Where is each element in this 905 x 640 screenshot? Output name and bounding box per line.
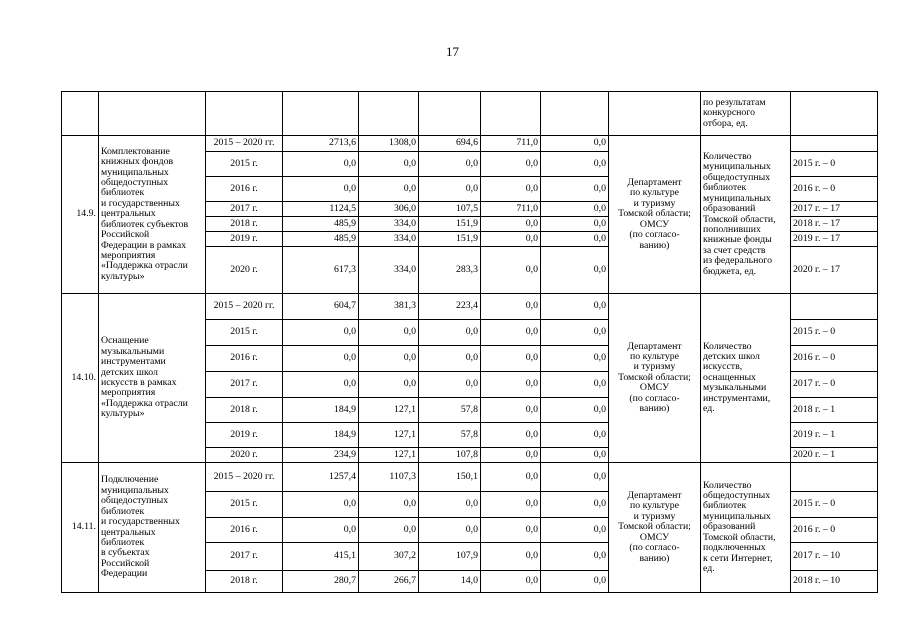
federal-cell: 0,0 <box>359 346 419 372</box>
local-cell: 0,0 <box>481 448 541 463</box>
federal-cell: 0,0 <box>359 152 419 177</box>
regional-cell: 14,0 <box>419 571 481 593</box>
period-cell: 2015 г. <box>206 320 283 346</box>
target-value-cell: 2019 г. – 1 <box>791 423 878 448</box>
federal-cell: 307,2 <box>359 543 419 571</box>
federal-cell: 0,0 <box>359 177 419 202</box>
local-cell <box>481 92 541 136</box>
federal-cell: 334,0 <box>359 247 419 294</box>
federal-cell: 127,1 <box>359 448 419 463</box>
total-cell: 617,3 <box>283 247 359 294</box>
local-cell: 0,0 <box>481 423 541 448</box>
indicator-cell-text: Количество муниципальных общедоступных библиотек муниципальных образований Томской области, пополнивших книжные фонды за счет средств из федерального бюджета, ед. <box>703 151 776 277</box>
total-cell: 0,0 <box>283 372 359 398</box>
target-value-cell: 2018 г. – 17 <box>791 217 878 232</box>
target-value-cell: 2015 г. – 0 <box>791 320 878 346</box>
regional-cell: 0,0 <box>419 320 481 346</box>
target-value-cell: 2016 г. – 0 <box>791 346 878 372</box>
extrabudget-cell: 0,0 <box>541 217 609 232</box>
total-cell: 1124,5 <box>283 202 359 217</box>
target-value-cell: 2017 г. – 0 <box>791 372 878 398</box>
target-value-cell <box>791 136 878 152</box>
regional-cell: 694,6 <box>419 136 481 152</box>
indicator-cell <box>701 463 791 593</box>
name-cell <box>99 92 206 136</box>
extrabudget-cell: 0,0 <box>541 571 609 593</box>
indicator-cell <box>701 294 791 463</box>
period-cell: 2019 г. <box>206 232 283 247</box>
carryover-row <box>62 92 878 136</box>
extrabudget-cell: 0,0 <box>541 320 609 346</box>
federal-cell: 0,0 <box>359 518 419 543</box>
federal-cell: 381,3 <box>359 294 419 320</box>
regional-cell: 151,9 <box>419 217 481 232</box>
period-cell: 2018 г. <box>206 571 283 593</box>
local-cell: 0,0 <box>481 543 541 571</box>
regional-cell: 107,9 <box>419 543 481 571</box>
regional-cell: 0,0 <box>419 492 481 518</box>
regional-cell: 150,1 <box>419 463 481 492</box>
extrabudget-cell: 0,0 <box>541 543 609 571</box>
target-value-cell: 2015 г. – 0 <box>791 152 878 177</box>
local-cell: 0,0 <box>481 232 541 247</box>
federal-cell: 0,0 <box>359 492 419 518</box>
indicator-cell-text: Количество общедоступных библиотек муниципальных образований Томской области, подключенных к сети Интернет, ед. <box>703 479 776 574</box>
target-value-cell: 2020 г. – 1 <box>791 448 878 463</box>
period-cell: 2016 г. <box>206 518 283 543</box>
extrabudget-cell: 0,0 <box>541 177 609 202</box>
period-cell: 2016 г. <box>206 346 283 372</box>
total-cell: 2713,6 <box>283 136 359 152</box>
total-cell: 0,0 <box>283 346 359 372</box>
period-cell: 2017 г. <box>206 202 283 217</box>
executor-cell <box>609 463 701 593</box>
item-name <box>99 463 206 593</box>
regional-cell: 107,5 <box>419 202 481 217</box>
regional-cell: 0,0 <box>419 346 481 372</box>
local-cell: 0,0 <box>481 346 541 372</box>
federal-cell: 1107,3 <box>359 463 419 492</box>
executor-cell-text: Департамент по культуре и туризму Томской области; ОМСУ (по согласо- ванию) <box>618 340 691 415</box>
extrabudget-cell: 0,0 <box>541 294 609 320</box>
local-cell: 0,0 <box>481 247 541 294</box>
extrabudget-cell: 0,0 <box>541 136 609 152</box>
executor-cell-text: Департамент по культуре и туризму Томской области; ОМСУ (по согласо- ванию) <box>618 177 691 251</box>
local-cell: 711,0 <box>481 202 541 217</box>
total-cell: 415,1 <box>283 543 359 571</box>
target-value-cell <box>791 294 878 320</box>
extrabudget-cell: 0,0 <box>541 423 609 448</box>
total-cell: 0,0 <box>283 518 359 543</box>
federal-cell: 306,0 <box>359 202 419 217</box>
indicator-cell <box>701 136 791 294</box>
item-number: 14.9. <box>62 136 99 294</box>
extrabudget-cell: 0,0 <box>541 202 609 217</box>
federal-cell: 0,0 <box>359 320 419 346</box>
item-name-text: Комплектование книжных фондов муниципальных общедоступных библиотек и государственных центральных библиотек субъектов Российской Федерации в рамках мероприятия «Поддержка отрасли культуры» <box>101 145 189 282</box>
local-cell: 711,0 <box>481 136 541 152</box>
extrabudget-cell: 0,0 <box>541 463 609 492</box>
period-cell: 2018 г. <box>206 398 283 423</box>
total-cell <box>283 92 359 136</box>
federal-cell: 1308,0 <box>359 136 419 152</box>
local-cell: 0,0 <box>481 320 541 346</box>
local-cell: 0,0 <box>481 177 541 202</box>
item-number: 14.10. <box>62 294 99 463</box>
target-value-cell <box>791 463 878 492</box>
target-value-cell: 2016 г. – 0 <box>791 518 878 543</box>
period-cell: 2015 – 2020 гг. <box>206 294 283 320</box>
total-cell: 1257,4 <box>283 463 359 492</box>
target-value-cell: 2020 г. – 17 <box>791 247 878 294</box>
local-cell: 0,0 <box>481 217 541 232</box>
extrabudget-cell: 0,0 <box>541 152 609 177</box>
federal-cell: 127,1 <box>359 398 419 423</box>
period-cell: 2015 г. <box>206 492 283 518</box>
regional-cell: 0,0 <box>419 177 481 202</box>
target-value-cell: 2018 г. – 1 <box>791 398 878 423</box>
federal-cell: 266,7 <box>359 571 419 593</box>
period-cell: 2015 – 2020 гг. <box>206 463 283 492</box>
executor-cell <box>609 136 701 294</box>
target-value-cell: 2019 г. – 17 <box>791 232 878 247</box>
num-cell <box>62 92 99 136</box>
extrabudget-cell: 0,0 <box>541 232 609 247</box>
regional-cell: 151,9 <box>419 232 481 247</box>
regional-cell: 107,8 <box>419 448 481 463</box>
local-cell: 0,0 <box>481 372 541 398</box>
period-cell: 2019 г. <box>206 423 283 448</box>
total-cell: 0,0 <box>283 152 359 177</box>
extrabudget-cell: 0,0 <box>541 346 609 372</box>
executor-cell <box>609 92 701 136</box>
local-cell: 0,0 <box>481 492 541 518</box>
page-number: 17 <box>446 44 459 59</box>
total-cell: 485,9 <box>283 232 359 247</box>
regional-cell: 283,3 <box>419 247 481 294</box>
indicator-cell-text: Количество детских школ искусств, оснащенных музыкальными инструментами, ед. <box>703 340 771 415</box>
period-cell: 2018 г. <box>206 217 283 232</box>
period-cell: 2015 – 2020 гг. <box>206 136 283 152</box>
total-cell: 184,9 <box>283 423 359 448</box>
federal-cell: 334,0 <box>359 232 419 247</box>
period-cell: 2017 г. <box>206 543 283 571</box>
regional-cell: 0,0 <box>419 518 481 543</box>
local-cell: 0,0 <box>481 398 541 423</box>
regional-cell: 223,4 <box>419 294 481 320</box>
federal-cell: 127,1 <box>359 423 419 448</box>
extrabudget-cell: 0,0 <box>541 398 609 423</box>
extrabudget-cell: 0,0 <box>541 448 609 463</box>
local-cell: 0,0 <box>481 571 541 593</box>
federal-cell <box>359 92 419 136</box>
program-table <box>61 91 878 593</box>
extrabudget-cell: 0,0 <box>541 372 609 398</box>
regional-cell: 0,0 <box>419 372 481 398</box>
item-name-text: Оснащение музыкальными инструментами детских школ искусств в рамках мероприятия «Поддержка отрасли культуры» <box>101 335 188 420</box>
local-cell: 0,0 <box>481 152 541 177</box>
total-cell: 0,0 <box>283 177 359 202</box>
total-cell: 485,9 <box>283 217 359 232</box>
target-value-cell: 2017 г. – 17 <box>791 202 878 217</box>
regional-cell: 57,8 <box>419 398 481 423</box>
total-cell: 234,9 <box>283 448 359 463</box>
total-cell: 0,0 <box>283 492 359 518</box>
federal-cell: 0,0 <box>359 372 419 398</box>
total-cell: 604,7 <box>283 294 359 320</box>
period-cell: 2020 г. <box>206 247 283 294</box>
extrabudget-cell: 0,0 <box>541 518 609 543</box>
target-value-cell: 2015 г. – 0 <box>791 492 878 518</box>
item-name <box>99 294 206 463</box>
target-value-cell: 2017 г. – 10 <box>791 543 878 571</box>
local-cell: 0,0 <box>481 294 541 320</box>
item-name-text: Подключение муниципальных общедоступных библиотек и государственных центральных библиотек в субъектах Российской Федерации <box>101 474 180 580</box>
table-row <box>62 294 878 320</box>
indicator-cell <box>701 92 791 136</box>
target-value-cell: 2018 г. – 10 <box>791 571 878 593</box>
period-cell <box>206 92 283 136</box>
table-row <box>62 463 878 492</box>
executor-cell <box>609 294 701 463</box>
table-body <box>62 92 878 593</box>
total-cell: 184,9 <box>283 398 359 423</box>
regional-cell <box>419 92 481 136</box>
period-cell: 2015 г. <box>206 152 283 177</box>
local-cell: 0,0 <box>481 518 541 543</box>
period-cell: 2020 г. <box>206 448 283 463</box>
extrabudget-cell: 0,0 <box>541 247 609 294</box>
item-name <box>99 136 206 294</box>
table-row <box>62 136 878 152</box>
executor-cell-text: Департамент по культуре и туризму Томской области; ОМСУ (по согласо- ванию) <box>618 490 691 564</box>
item-number: 14.11. <box>62 463 99 593</box>
target-value-cell: 2016 г. – 0 <box>791 177 878 202</box>
period-cell: 2016 г. <box>206 177 283 202</box>
federal-cell: 334,0 <box>359 217 419 232</box>
indicator-text: по результатам конкурсного отбора, ед. <box>703 96 766 129</box>
total-cell: 280,7 <box>283 571 359 593</box>
regional-cell: 57,8 <box>419 423 481 448</box>
extrabudget-cell: 0,0 <box>541 492 609 518</box>
regional-cell: 0,0 <box>419 152 481 177</box>
total-cell: 0,0 <box>283 320 359 346</box>
extrabudget-cell <box>541 92 609 136</box>
period-cell: 2017 г. <box>206 372 283 398</box>
target-cell <box>791 92 878 136</box>
local-cell: 0,0 <box>481 463 541 492</box>
